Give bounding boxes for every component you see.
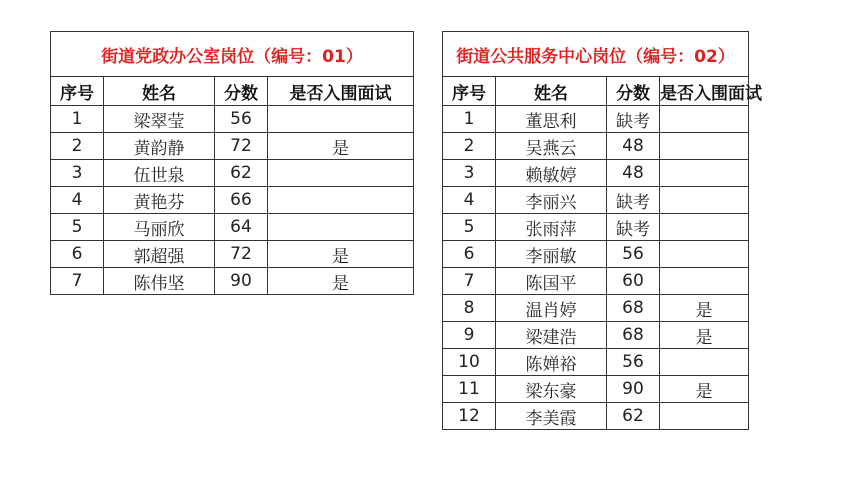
cell-shortlisted: 是 [660, 322, 749, 349]
cell-score: 缺考 [607, 187, 660, 214]
interview-table-02 [442, 31, 762, 430]
cell-name: 陈国平 [496, 268, 607, 295]
cell-index: 12 [443, 403, 496, 430]
table-row [443, 214, 749, 241]
cell-shortlisted [660, 241, 749, 268]
cell-index: 6 [443, 241, 496, 268]
cell-score: 72 [215, 133, 268, 160]
cell-shortlisted [268, 187, 414, 214]
table-row [443, 268, 749, 295]
cell-index: 2 [443, 133, 496, 160]
table-body [51, 106, 414, 295]
column-header-score: 分数 [215, 77, 268, 106]
cell-index: 11 [443, 376, 496, 403]
cell-index: 2 [51, 133, 104, 160]
cell-index: 7 [51, 268, 104, 295]
table-row [51, 160, 414, 187]
cell-shortlisted [660, 160, 749, 187]
cell-index: 10 [443, 349, 496, 376]
cell-shortlisted: 是 [268, 268, 414, 295]
cell-name: 黄艳芬 [104, 187, 215, 214]
table-title: 街道党政办公室岗位（编号：01） [51, 32, 414, 77]
table-row [443, 133, 749, 160]
cell-score: 62 [607, 403, 660, 430]
cell-name: 张雨萍 [496, 214, 607, 241]
cell-name: 梁建浩 [496, 322, 607, 349]
cell-name: 马丽欣 [104, 214, 215, 241]
table-row [443, 403, 749, 430]
column-header-score: 分数 [607, 77, 660, 106]
table-body [443, 106, 749, 430]
cell-shortlisted: 是 [268, 133, 414, 160]
column-header-shortlisted: 是否入围面试 [660, 77, 749, 106]
table-row [443, 349, 749, 376]
cell-shortlisted: 是 [660, 376, 749, 403]
cell-score: 56 [607, 241, 660, 268]
table-row [443, 241, 749, 268]
cell-shortlisted: 是 [660, 295, 749, 322]
cell-score: 68 [607, 322, 660, 349]
cell-index: 5 [51, 214, 104, 241]
column-header-name: 姓名 [496, 77, 607, 106]
cell-shortlisted [660, 106, 749, 133]
cell-score: 48 [607, 133, 660, 160]
cell-score: 缺考 [607, 214, 660, 241]
cell-score: 90 [607, 376, 660, 403]
cell-index: 3 [51, 160, 104, 187]
column-header-index: 序号 [51, 77, 104, 106]
cell-score: 66 [215, 187, 268, 214]
cell-shortlisted: 是 [268, 241, 414, 268]
cell-score: 48 [607, 160, 660, 187]
cell-name: 郭超强 [104, 241, 215, 268]
cell-score: 56 [607, 349, 660, 376]
table-row [443, 160, 749, 187]
cell-name: 李美霞 [496, 403, 607, 430]
cell-score: 68 [607, 295, 660, 322]
cell-score: 56 [215, 106, 268, 133]
cell-score: 60 [607, 268, 660, 295]
cell-shortlisted [660, 349, 749, 376]
table-row [51, 241, 414, 268]
cell-name: 梁翠莹 [104, 106, 215, 133]
cell-shortlisted [660, 403, 749, 430]
column-header-name: 姓名 [104, 77, 215, 106]
cell-score: 缺考 [607, 106, 660, 133]
cell-shortlisted [660, 187, 749, 214]
table-row [51, 106, 414, 133]
cell-name: 李丽敏 [496, 241, 607, 268]
cell-shortlisted [660, 133, 749, 160]
cell-name: 吴燕云 [496, 133, 607, 160]
cell-score: 62 [215, 160, 268, 187]
table-row [51, 214, 414, 241]
table-row [51, 133, 414, 160]
cell-index: 7 [443, 268, 496, 295]
cell-name: 陈婵裕 [496, 349, 607, 376]
cell-index: 9 [443, 322, 496, 349]
interview-table-01 [50, 31, 414, 295]
cell-name: 赖敏婷 [496, 160, 607, 187]
cell-name: 陈伟坚 [104, 268, 215, 295]
cell-score: 72 [215, 241, 268, 268]
cell-shortlisted [660, 268, 749, 295]
cell-score: 90 [215, 268, 268, 295]
column-header-shortlisted: 是否入围面试 [268, 77, 414, 106]
cell-index: 1 [51, 106, 104, 133]
cell-name: 李丽兴 [496, 187, 607, 214]
cell-shortlisted [660, 214, 749, 241]
cell-score: 64 [215, 214, 268, 241]
cell-index: 6 [51, 241, 104, 268]
table-title: 街道公共服务中心岗位（编号：02） [443, 32, 749, 77]
cell-index: 3 [443, 160, 496, 187]
table-row [443, 106, 749, 133]
cell-shortlisted [268, 214, 414, 241]
cell-name: 黄韵静 [104, 133, 215, 160]
table-row [443, 295, 749, 322]
table-row [443, 322, 749, 349]
column-header-index: 序号 [443, 77, 496, 106]
cell-index: 5 [443, 214, 496, 241]
table-row [51, 268, 414, 295]
cell-shortlisted [268, 106, 414, 133]
cell-index: 4 [443, 187, 496, 214]
cell-index: 1 [443, 106, 496, 133]
table-row [443, 376, 749, 403]
cell-name: 梁东豪 [496, 376, 607, 403]
table-row [443, 187, 749, 214]
cell-shortlisted [268, 160, 414, 187]
cell-index: 4 [51, 187, 104, 214]
cell-index: 8 [443, 295, 496, 322]
cell-name: 伍世泉 [104, 160, 215, 187]
cell-name: 董思利 [496, 106, 607, 133]
table-row [51, 187, 414, 214]
cell-name: 温肖婷 [496, 295, 607, 322]
